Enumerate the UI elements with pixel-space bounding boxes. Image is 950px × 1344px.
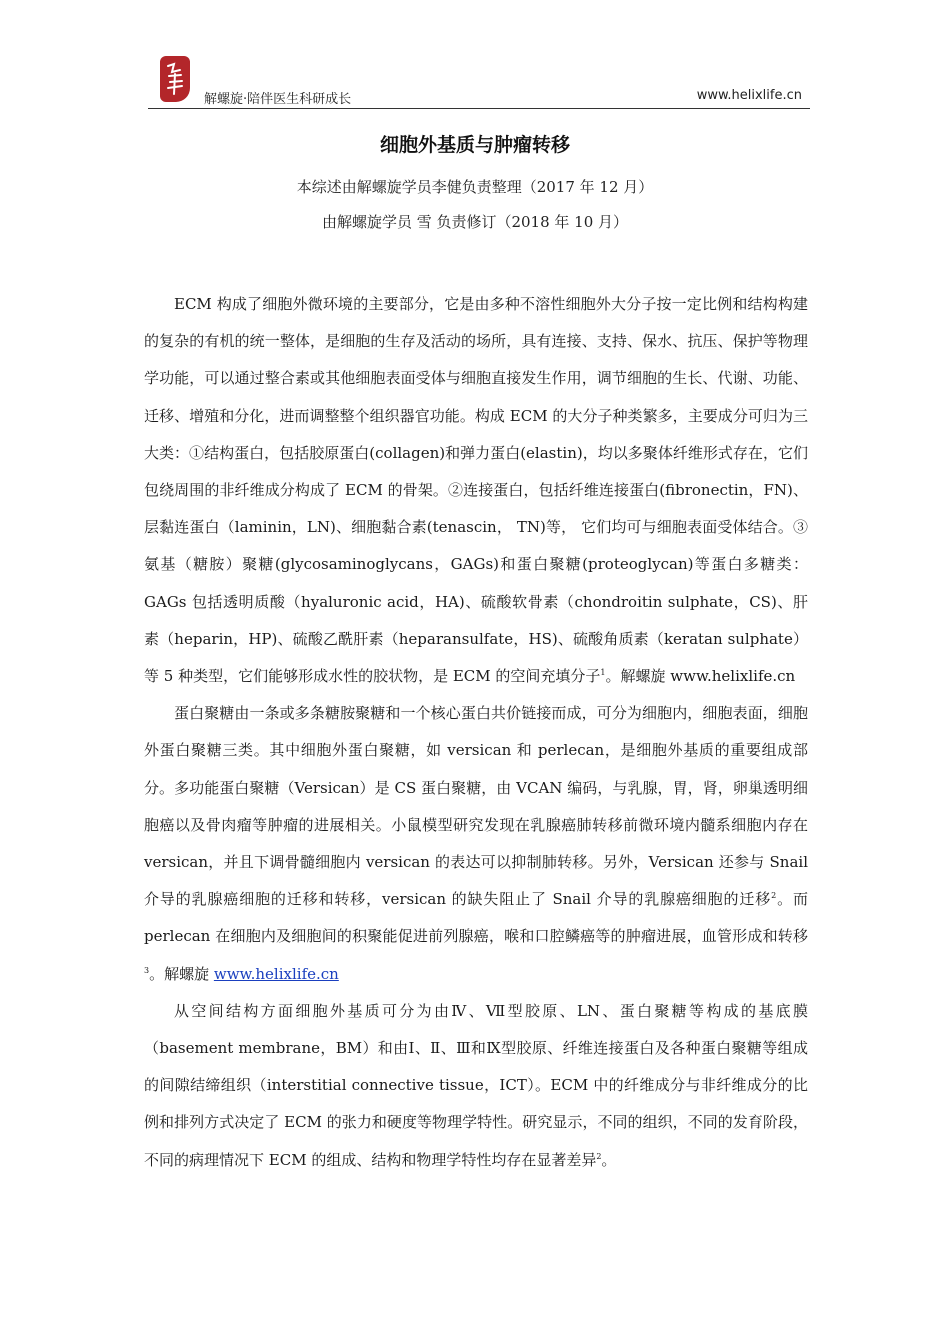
citation-2a: 2 [771, 891, 777, 901]
document-body [144, 286, 808, 1179]
logo-seal-icon [160, 56, 190, 102]
paragraph-3-tail: 。 [601, 1150, 617, 1169]
helixlife-link[interactable]: www.helixlife.cn [213, 964, 339, 983]
author-line: 本综述由解螺旋学员李健负责整理（2017 年 12 月） [296, 178, 654, 196]
paragraph-2-text-b: 。而 perlecan 在细胞内及细胞间的积聚能促进前列腺癌，喉和口腔鳞癌等的肿瘤进展，血管形成和转移 [144, 890, 808, 946]
paragraph-1 [144, 286, 808, 695]
header-website[interactable]: www.helixlife.cn [696, 88, 802, 103]
paragraph-2-text-a: 蛋白聚糖由一条或多条糖胺聚糖和一个核心蛋白共价链接而成，可分为细胞内，细胞表面，细胞外蛋白聚糖三类。其中细胞外蛋白聚糖，如 versican 和 perlecan，是细胞外基质的重要组成部分。多功能蛋白聚糖（Versican）是 CS 蛋白聚糖，由 VCAN 编码，与乳腺，胃，肾，卵巢透明细胞癌以及骨肉瘤等肿瘤的进展相关。小鼠模型研究发现在乳腺癌肺转移前微环境内髓系细胞内存在 versican，并且下调骨髓细胞内 versican 的表达可以抑制肺转移。另外，Versican 还参与 Snail 介导的乳腺癌细胞的迁移和转移，versican 的缺失阻止了 Snail 介导的乳腺癌细胞的迁移 [144, 704, 808, 909]
paragraph-1-text: ECM 构成了细胞外微环境的主要部分，它是由多种不溶性细胞外大分子按一定比例和结构构建的复杂的有机的统一整体，是细胞的生存及活动的场所，具有连接、支持、保水、抗压、保护等物理学功能，可以通过整合素或其他细胞表面受体与细胞直接发生作用，调节细胞的生长、代谢、功能、迁移、增殖和分化，进而调整整个组织器官功能。构成 ECM 的大分子种类繁多，主要成分可归为三大类：①结构蛋白，包括胶原蛋白(collagen)和弹力蛋白(elastin)，均以多聚体纤维形式存在，它们包绕周围的非纤维成分构成了 ECM 的骨架。②连接蛋白，包括纤维连接蛋白(fibronectin，FN)、层黏连蛋白（laminin，LN)、细胞黏合素(tenascin， TN)等， 它们均可与细胞表面受体结合。③氨基（糖胺）聚糖(glycosaminoglycans，GAGs)和蛋白聚糖(proteoglycan)等蛋白多糖类：GAGs 包括透明质酸（hyaluronic acid，HA)、硫酸软骨素（chondroitin sulphate，CS)、肝素（heparin，HP)、硫酸乙酰肝素（heparansulfate，HS)、硫酸角质素（keratan sulphate）等 5 种类型，它们能够形成水性的胶状物，是 ECM 的空间充填分子 [144, 295, 808, 686]
paragraph-1-tail: 。解螺旋 www.helixlife.cn [605, 667, 796, 686]
reviser-line: 由解螺旋学员 雪 负责修订（2018 年 10 月） [321, 213, 629, 231]
helix-logo [160, 56, 190, 102]
citation-1: 1 [600, 668, 606, 678]
paragraph-3-text: 从空间结构方面细胞外基质可分为由Ⅳ、Ⅶ型胶原、LN、蛋白聚糖等构成的基底膜（basement membrane，BM）和由Ⅰ、Ⅱ、Ⅲ和Ⅸ型胶原、纤维连接蛋白及各种蛋白聚糖等组成的间隙结缔组织（interstitial connective tissue，ICT）。ECM 中的纤维成分与非纤维成分的比例和排列方式决定了 ECM 的张力和硬度等物理学特性。研究显示，不同的组织，不同的发育阶段，不同的病理情况下 ECM 的组成、结构和物理学特性均存在显著差异 [144, 1001, 808, 1169]
paragraph-2 [144, 695, 808, 993]
citation-3: 2 [596, 1151, 602, 1161]
header-slogan: 解螺旋·陪伴医生科研成长 [204, 92, 352, 107]
paragraph-2-text-c: 。解螺旋 [149, 964, 214, 983]
header-divider [148, 108, 810, 109]
document-title: 细胞外基质与肿瘤转移 [379, 134, 570, 156]
page-header [148, 52, 810, 110]
citation-2b: 3 [144, 965, 150, 975]
paragraph-3 [144, 993, 808, 1179]
